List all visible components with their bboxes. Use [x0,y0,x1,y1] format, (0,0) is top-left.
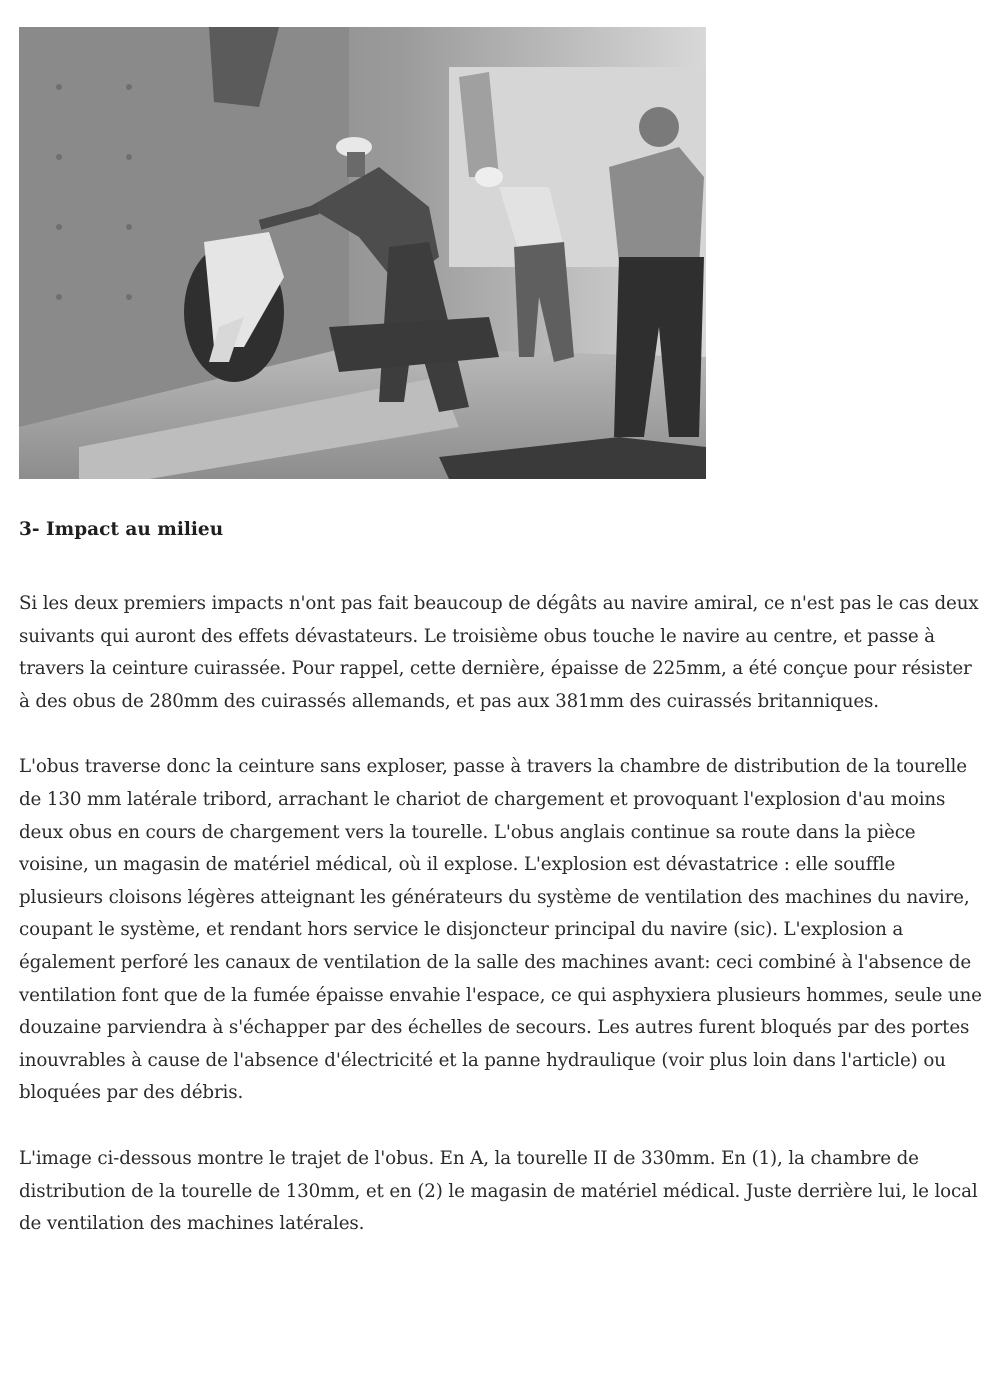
paragraph-3: L'image ci-dessous montre le trajet de l'obus. En A, la tourelle II de 330mm. En (1), la chambre de distribution de la tourelle de 130mm, et en (2) le magasin de matériel médical. Juste derrière lui, le local de ventilation des machines latérales. [19,1147,978,1235]
article-section [19,515,984,1274]
paragraph-1: Si les deux premiers impacts n'ont pas fait beaucoup de dégâts au navire amiral, ce n'est pas le cas deux suivants qui auront des effets dévastateurs. Le troisième obus touche le navire au centre, et passe à travers la ceinture cuirassée. Pour rappel, cette dernière, épaisse de 225mm, a été conçue pour résister à des obus de 280mm des cuirassés allemands, et pas aux 381mm des cuirassés britanniques. [19,593,979,712]
section-heading: 3- Impact au milieu [19,519,224,540]
photo-icon [19,27,706,479]
photo-sailors-hull-damage [19,27,706,479]
paragraph-2: L'obus traverse donc la ceinture sans exploser, passe à travers la chambre de distribution de la tourelle de 130 mm latérale tribord, arrachant le chariot de chargement et provoquant l'explosion d'au moins deux obus en cours de chargement vers la tourelle. L'obus anglais continue sa route dans la pièce voisine, un magasin de matériel médical, où il explose. L'explosion est dévastatrice : elle souffle plusieurs cloisons légères atteignant les générateurs du système de ventilation des machines du navire, coupant le système, et rendant hors service le disjoncteur principal du navire (sic). L'explosion a également perforé les canaux de ventilation de la salle des machines avant: ceci combiné à l'absence de ventilation font que de la fumée épaisse envahie l'espace, ce qui asphyxiera plusieurs hommes, seule une douzaine parviendra à s'échapper par des échelles de secours. Les autres furent bloqués par des portes inouvrables à cause de l'absence d'électricité et la panne hydraulique (voir plus loin dans l'article) ou bloquées par des débris. [19,756,982,1104]
